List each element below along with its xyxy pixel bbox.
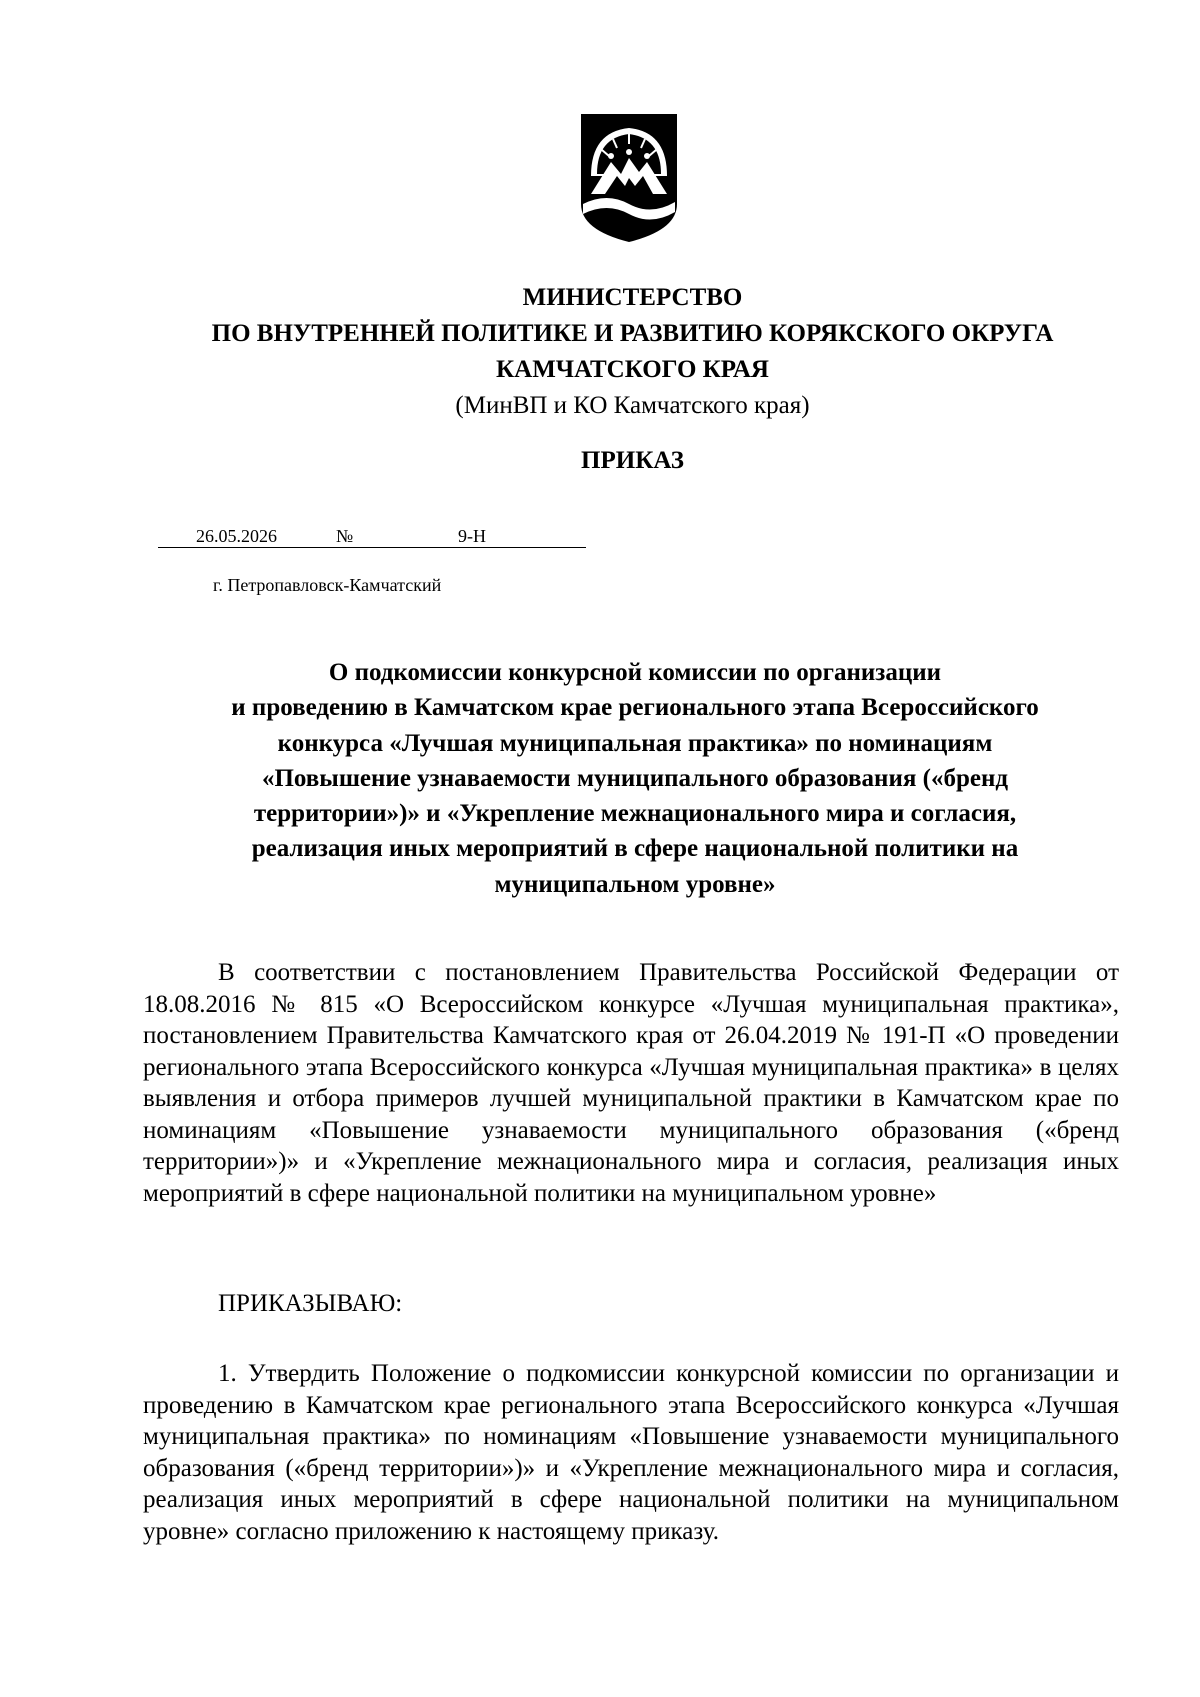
orders-word: ПРИКАЗЫВАЮ:: [218, 1290, 403, 1317]
ministry-name-line3: КАМЧАТСКОГО КРАЯ: [496, 356, 769, 383]
subject-line: муниципальном уровне»: [494, 870, 776, 898]
ministry-header: [0, 280, 1200, 424]
order-number: 9-Н: [458, 526, 486, 546]
order-date: 26.05.2026: [196, 526, 277, 546]
order-item-1: 1. Утвердить Положение о подкомиссии конкурсной комиссии по организации и проведению в Камчатском крае регионального этапа Всероссийского конкурса «Лучшая муниципальная практика» по номинациям «Повышение узнаваемости муниципального образования («бренд территории»)» и «Укрепление межнационального мира и согласия, реализация иных мероприятий в сфере национальной политики на муниципальном уровне» согласно приложению к настоящему приказу.: [143, 1360, 1119, 1545]
order-title: ПРИКАЗ: [581, 447, 684, 474]
preamble-paragraph: В соответствии с постановлением Правительства Российской Федерации от 18.08.2016 № 815 «О Всероссийском конкурсе «Лучшая муниципальная практика», постановлением Правительства Камчатского края от 26.04.2019 № 191-П «О проведении регионального этапа Всероссийского конкурса «Лучшая муниципальная практика» в целях выявления и отбора примеров лучшей муниципальной практики в Камчатском крае по номинациям «Повышение узнаваемости муниципального образования («бренд территории»)» и «Укрепление межнационального мира и согласия, реализация иных мероприятий в сфере национальной политики на муниципальном уровне»: [143, 959, 1119, 1207]
order-date-number-line: [158, 525, 586, 548]
subject-line: «Повышение узнаваемости муниципального образования («бренд: [261, 764, 1009, 792]
subject-line: реализация иных мероприятий в сфере национальной политики на: [251, 835, 1019, 863]
subject-line: территории»)» и «Укрепление межнационального мира и согласия,: [253, 800, 1017, 828]
ministry-short-name: (МинВП и КО Камчатского края): [455, 392, 810, 419]
subject-line: конкурса «Лучшая муниципальная практика» по номинациям: [277, 729, 993, 757]
order-city: г. Петропавловск-Камчатский: [213, 575, 442, 595]
order-number-sign: №: [336, 526, 354, 546]
order-subject: [150, 655, 1120, 902]
subject-line: и проведению в Камчатском крае регионального этапа Всероссийского: [231, 694, 1039, 722]
ministry-name-line2: ПО ВНУТРЕННЕЙ ПОЛИТИКЕ И РАЗВИТИЮ КОРЯКСКОГО ОКРУГА: [211, 320, 1054, 347]
subject-line: О подкомиссии конкурсной комиссии по организации: [328, 659, 942, 686]
ministry-name-line1: МИНИСТЕРСТВО: [522, 284, 743, 311]
kamchatka-coat-of-arms-icon: [577, 112, 681, 244]
